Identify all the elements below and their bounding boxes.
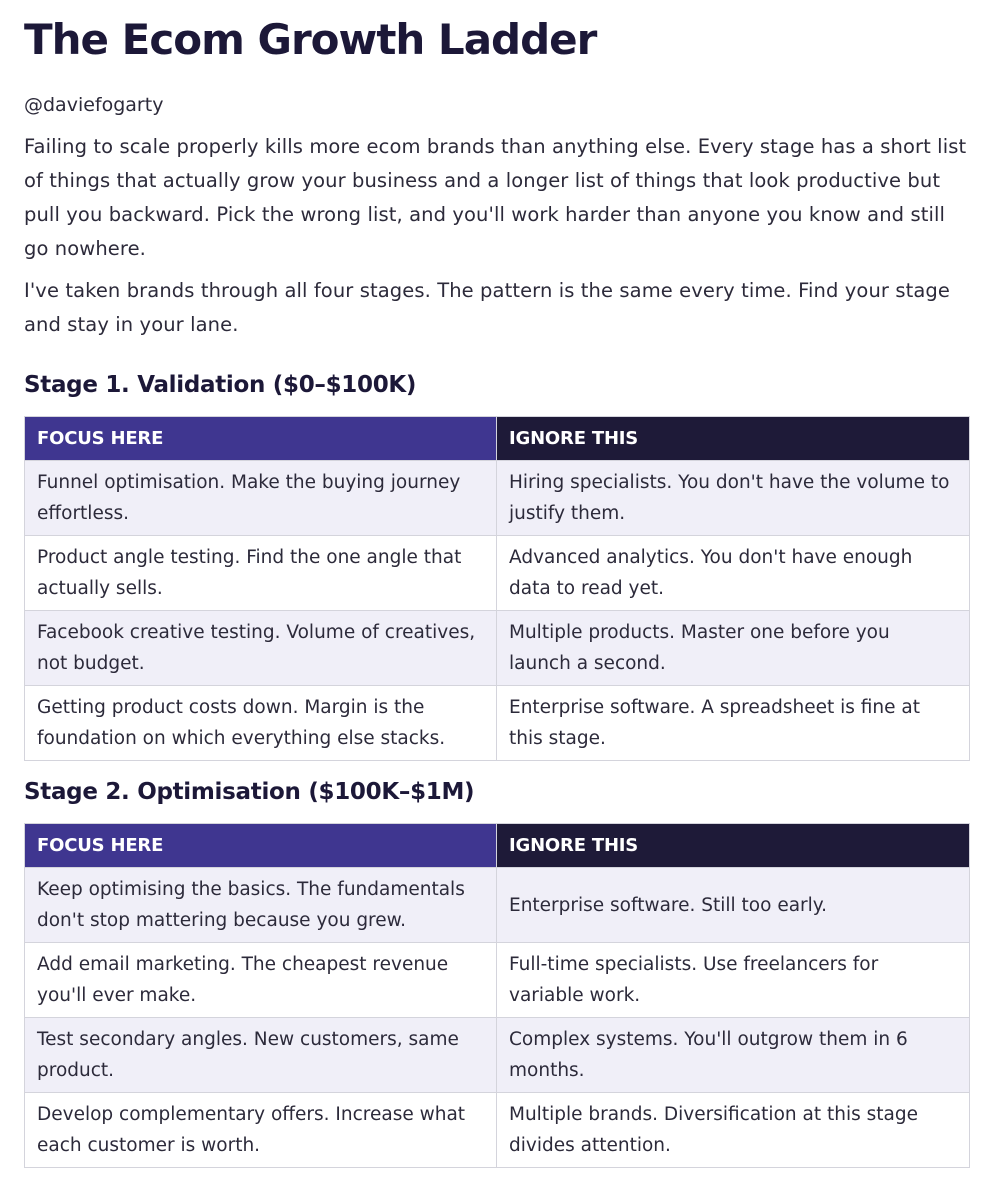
table-row — [25, 536, 970, 611]
ignore-cell: Advanced analytics. You don't have enough data to read yet. — [497, 536, 970, 611]
table-row — [25, 611, 970, 686]
ignore-cell: Complex systems. You'll outgrow them in 6 months. — [497, 1018, 970, 1093]
ignore-column-header: IGNORE THIS — [497, 824, 970, 868]
table-header-row — [25, 417, 970, 461]
focus-column-header: FOCUS HERE — [25, 824, 497, 868]
ignore-cell: Hiring specialists. You don't have the volume to justify them. — [497, 461, 970, 536]
focus-cell: Product angle testing. Find the one angle that actually sells. — [25, 536, 497, 611]
ignore-cell: Multiple brands. Diversification at this stage divides attention. — [497, 1093, 970, 1168]
focus-cell: Facebook creative testing. Volume of creatives, not budget. — [25, 611, 497, 686]
ignore-column-header: IGNORE THIS — [497, 417, 970, 461]
ignore-cell: Enterprise software. A spreadsheet is fine at this stage. — [497, 686, 970, 761]
intro-paragraph: I've taken brands through all four stages. The pattern is the same every time. Find your stage and stay in your lane. — [24, 279, 950, 336]
stage-table — [24, 823, 970, 1168]
stage-heading: Stage 1. Validation ($0–$100K) — [24, 372, 417, 398]
ignore-cell: Enterprise software. Still too early. — [497, 868, 970, 943]
focus-cell: Develop complementary offers. Increase what each customer is worth. — [25, 1093, 497, 1168]
focus-cell: Test secondary angles. New customers, same product. — [25, 1018, 497, 1093]
intro-paragraph: Failing to scale properly kills more ecom brands than anything else. Every stage has a short list of things that actually grow your business and a longer list of things that look productive but pull you backward. Pick the wrong list, and you'll work harder than anyone you know and still go nowhere. — [24, 135, 967, 260]
stage-heading: Stage 2. Optimisation ($100K–$1M) — [24, 779, 475, 805]
stage-table — [24, 416, 970, 761]
table-row — [25, 1018, 970, 1093]
focus-column-header: FOCUS HERE — [25, 417, 497, 461]
table-row — [25, 868, 970, 943]
page-title: The Ecom Growth Ladder — [24, 15, 597, 64]
author-handle: @daviefogarty — [24, 94, 164, 116]
table-row — [25, 1093, 970, 1168]
table-row — [25, 943, 970, 1018]
ignore-cell: Multiple products. Master one before you launch a second. — [497, 611, 970, 686]
table-row — [25, 686, 970, 761]
ignore-cell: Full-time specialists. Use freelancers for variable work. — [497, 943, 970, 1018]
focus-cell: Funnel optimisation. Make the buying journey effortless. — [25, 461, 497, 536]
table-row — [25, 461, 970, 536]
table-header-row — [25, 824, 970, 868]
focus-cell: Keep optimising the basics. The fundamentals don't stop mattering because you grew. — [25, 868, 497, 943]
focus-cell: Add email marketing. The cheapest revenue you'll ever make. — [25, 943, 497, 1018]
focus-cell: Getting product costs down. Margin is the foundation on which everything else stacks. — [25, 686, 497, 761]
